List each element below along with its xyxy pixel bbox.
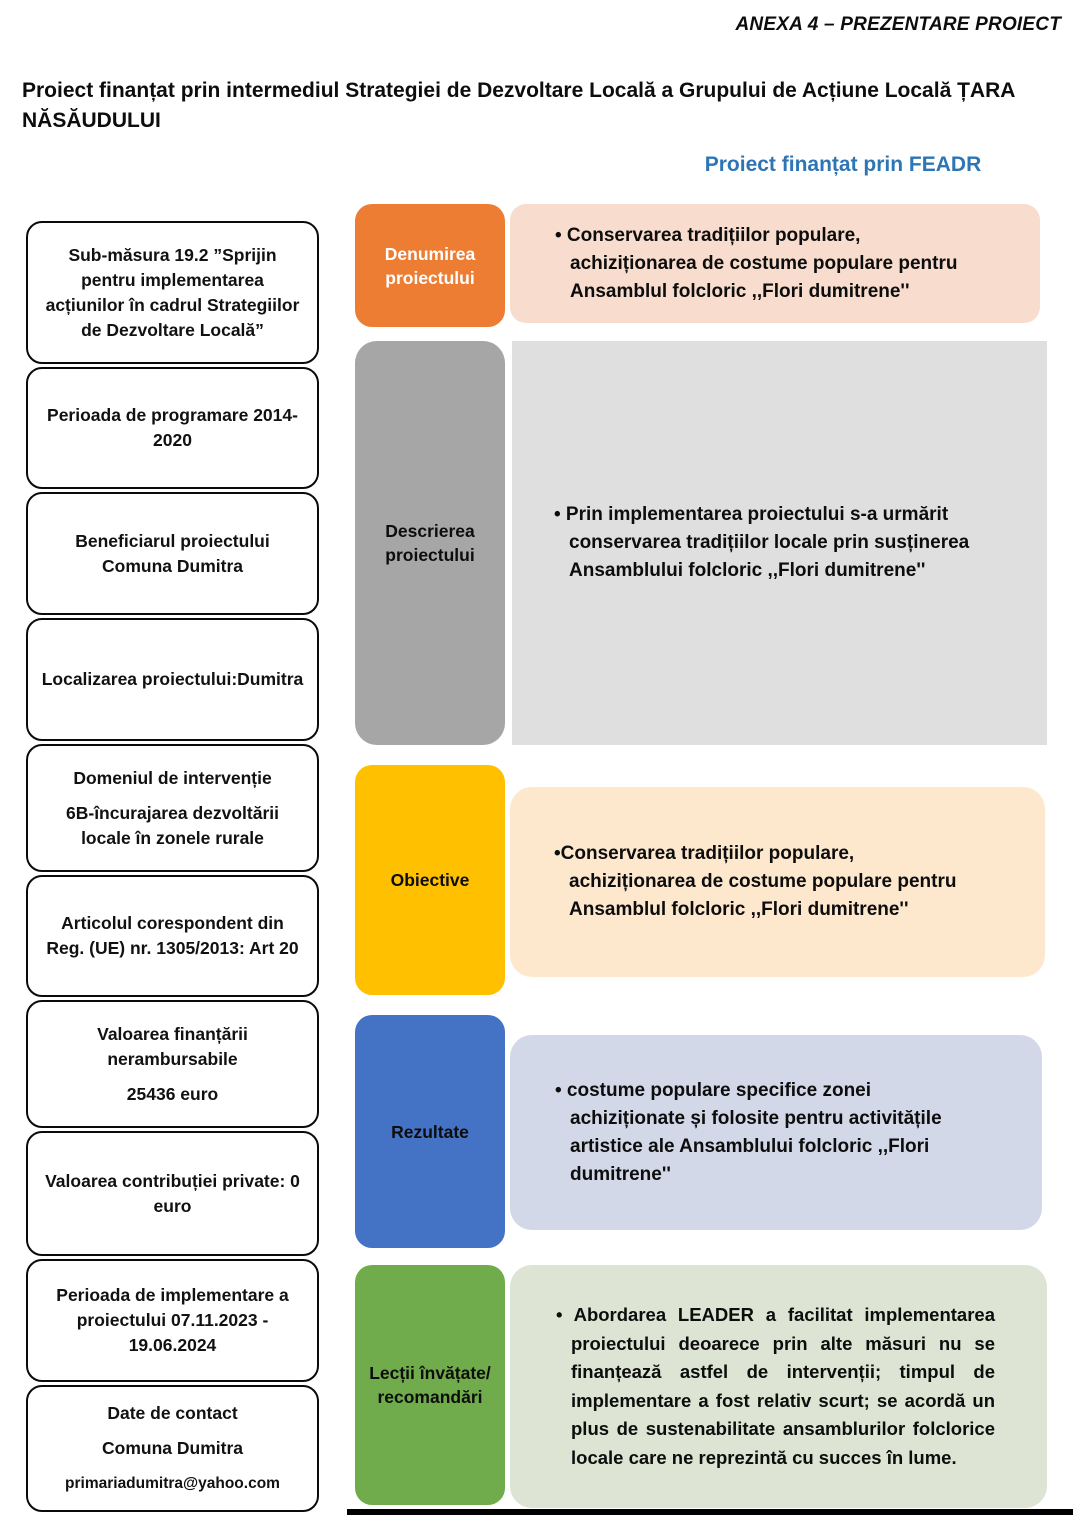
info-text: Perioada de implementare a proiectului 07.11.2023 - 19.06.2024 <box>56 1285 289 1355</box>
info-text: Domeniul de intervenție <box>73 767 272 788</box>
info-box-programming-period <box>26 367 319 489</box>
info-text: Beneficiarul proiectului Comuna Dumitra <box>75 530 270 576</box>
info-text: 6B-încurajarea dezvoltării locale în zonele rurale <box>66 802 279 848</box>
bullet-text: • Prin implementarea proiectului s-a urmărit conservarea tradițiilor locale prin susținerea Ansamblului folcloric ,,Flori dumitrene'' <box>554 504 970 581</box>
info-text: Sub-măsura 19.2 ”Sprijin pentru implementarea acțiunilor în cadrul Strategiilor de Dezvoltare Locală” <box>45 244 300 340</box>
info-box-implementation-period <box>26 1259 319 1382</box>
row-label-text: Descrierea proiectului <box>385 521 475 565</box>
info-box-location <box>26 618 319 741</box>
row-label-text: Rezultate <box>391 1121 469 1142</box>
row-label-project-name <box>355 204 505 327</box>
info-text: Localizarea proiectului:Dumitra <box>41 669 304 689</box>
info-box-grant-value <box>26 1000 319 1128</box>
info-box-contact <box>26 1385 319 1512</box>
bullet-text: • Conservarea tradițiilor populare, achiziționarea de costume populare pentru Ansamblul folcloric ,,Flori dumitrene'' <box>555 224 958 302</box>
info-text: 25436 euro <box>126 1083 219 1104</box>
info-box-regulation-article <box>26 875 319 997</box>
row-content-project-name <box>510 204 1040 323</box>
bottom-divider <box>347 1509 1073 1515</box>
row-label-results <box>355 1015 505 1248</box>
annex-label: ANEXA 4 – PREZENTARE PROIECT <box>735 14 1061 35</box>
info-text: Valoarea finanțării nerambursabile <box>97 1023 248 1069</box>
row-label-text: Denumirea proiectului <box>384 243 476 288</box>
info-text: Comuna Dumitra <box>102 1438 243 1458</box>
row-label-text: Obiective <box>390 870 470 890</box>
info-text: Date de contact <box>107 1403 238 1423</box>
left-column <box>26 221 319 1512</box>
row-content-lessons-learned <box>510 1265 1047 1508</box>
funding-note: Proiect finanțat prin FEADR <box>704 153 982 176</box>
bullet-text: • costume populare specifice zonei achiziționate și folosite pentru activitățile artistice ale Ansamblului folcloric ,,Flori dumitrene'' <box>555 1079 942 1185</box>
info-box-intervention-domain <box>26 744 319 872</box>
info-box-beneficiary <box>26 492 319 615</box>
row-label-project-description <box>355 341 505 745</box>
row-label-objectives <box>355 765 505 995</box>
row-content-objectives <box>510 787 1045 977</box>
info-text: Valoarea contribuției private: 0 euro <box>45 1170 300 1216</box>
contact-email: primariadumitra@yahoo.com <box>65 1475 280 1492</box>
row-content-results <box>510 1035 1042 1230</box>
info-box-private-contribution <box>26 1131 319 1256</box>
info-text: Perioada de programare 2014-2020 <box>47 405 298 450</box>
info-text: Articolul corespondent din Reg. (UE) nr. 1305/2013: Art 20 <box>46 913 299 958</box>
row-label-lessons-learned <box>355 1265 505 1505</box>
page-title: Proiect finanțat prin intermediul Strategiei de Dezvoltare Locală a Grupului de Acțiune Locală ȚARA NĂSĂUDULUI <box>22 79 1015 132</box>
row-content-project-description <box>512 341 1047 745</box>
bullet-text: • Abordarea LEADER a facilitat implementarea proiectului deoarece prin alte măsuri nu se finanțează astfel de intervenții; timpul de implementare a fost relativ scurt; se acordă un plus de sustenabilitate ansamblurilor folclorice locale care ne reprezintă cu succes în lume. <box>556 1304 995 1468</box>
row-label-text: Lecții învățate/ recomandări <box>369 1363 491 1407</box>
bullet-text: •Conservarea tradițiilor populare, achiziționarea de costume populare pentru Ansamblul folcloric ,,Flori dumitrene'' <box>554 843 957 920</box>
info-box-submeasure <box>26 221 319 364</box>
